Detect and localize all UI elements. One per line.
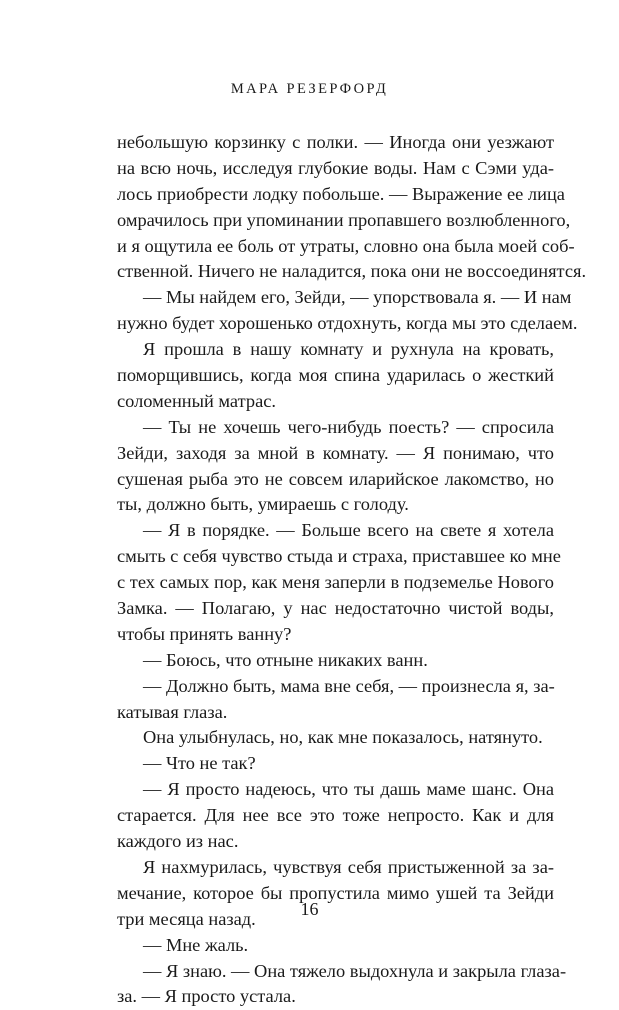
text-line: на всю ночь, исследуя глубокие воды. Нам с Сэми уда- — [117, 157, 554, 178]
text-line: ты, должно быть, умираешь с голоду. — [117, 494, 409, 515]
text-line: — Что не так? — [143, 753, 256, 774]
text-line: — Мне жаль. — [143, 934, 249, 955]
text-line: Зейди, заходя за мной в комнату. — Я понимаю, что — [117, 442, 554, 463]
text-line: — Я просто надеюсь, что ты дашь маме шанс. Она — [143, 779, 554, 800]
text-line: поморщившись, когда моя спина ударилась о жесткий — [117, 365, 554, 386]
page-number: 16 — [300, 899, 319, 919]
text-line: нужно будет хорошенько отдохнуть, когда мы это сделаем. — [117, 313, 578, 334]
text-line: — Я в порядке. — Больше всего на свете я хотела — [143, 520, 554, 541]
text-line: — Мы найдем его, Зейди, — упорствовала я. — И нам — [143, 287, 572, 308]
text-line: Я нахмурилась, чувствуя себя пристыженной за за- — [143, 856, 554, 877]
text-line: катывая глаза. — [117, 701, 228, 722]
text-line: сушеная рыба это не совсем иларийское лакомство, но — [117, 468, 554, 489]
text-line: соломенный матрас. — [117, 390, 276, 411]
text-line: ственной. Ничего не наладится, пока они не воссоединятся. — [117, 261, 587, 282]
text-line: мечание, которое бы пропустила мимо ушей та Зейди — [117, 882, 554, 903]
text-line: — Ты не хочешь чего-нибудь поесть? — спросила — [143, 416, 554, 437]
text-line: с тех самых пор, как меня заперли в подземелье Нового — [117, 572, 554, 593]
body-text — [117, 130, 587, 1010]
text-line: Замка. — Полагаю, у нас недостаточно чистой воды, — [117, 598, 554, 619]
text-line: Я прошла в нашу комнату и рухнула на кровать, — [143, 339, 554, 360]
text-line: — Должно быть, мама вне себя, — произнесла я, за- — [143, 675, 555, 696]
text-line: три месяца назад. — [117, 908, 256, 929]
text-line: — Боюсь, что отныне никаких ванн. — [143, 649, 428, 670]
text-line: — Я знаю. — Она тяжело выдохнула и закрыла глаза- — [143, 960, 567, 981]
text-line: смыть с себя чувство стыда и страха, приставшее ко мне — [117, 546, 561, 567]
text-line: лось приобрести лодку побольше. — Выражение ее лица — [117, 183, 565, 204]
text-line: каждого из нас. — [117, 831, 239, 852]
text-line: Она улыбнулась, но, как мне показалось, натянуто. — [143, 727, 543, 748]
text-line: за. — Я просто устала. — [117, 986, 296, 1007]
text-line: омрачилось при упоминании пропавшего возлюбленного, — [117, 209, 571, 230]
text-line: небольшую корзинку с полки. — Иногда они уезжают — [117, 132, 554, 152]
text-line: и я ощутила ее боль от утраты, словно она была моей соб- — [117, 235, 575, 256]
running-head: МАРА РЕЗЕРФОРД — [230, 81, 389, 97]
text-line: чтобы принять ванну? — [117, 623, 292, 644]
text-line: старается. Для нее все это тоже непросто. Как и для — [117, 805, 554, 826]
